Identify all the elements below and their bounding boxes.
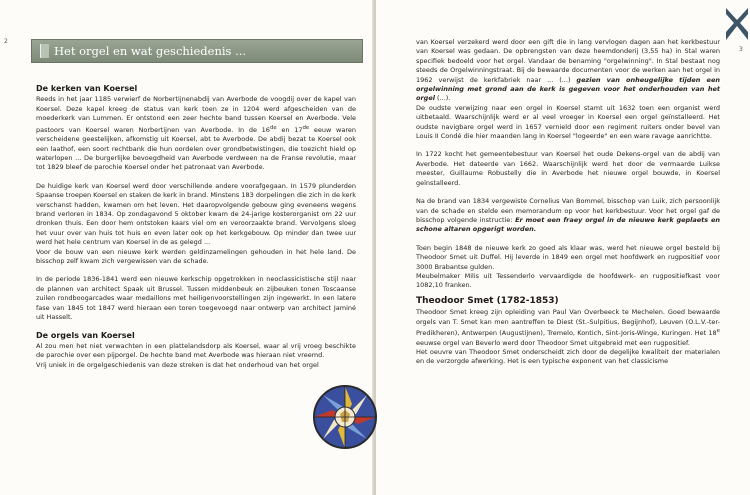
paragraph-kerken-2: De huidige kerk van Koersel werd door verschillende andere voorafgegaan. In 1579 plunderden Spaanse troepen Koersel en staken de kerk in brand. Minstens 183 dorpelingen die zich in de kerk verschanst hadden, kwamen om het leven. Het daaropvolgende gebouw ging eveneens wegens brand verloren in 1834. Op zondagavond 5 oktober kwam de 24-jarige kosterorganist om 22 uur dronken thuis. Een door hem ontstoken kaars viel om en veroorzaakte brand. Vervolgens sloeg het vuur over van huis tot huis en even later ook op het kerkgebouw. Op minder dan twee uur werd het hele centrum van Koersel in de as gelegd ... — [36, 181, 356, 247]
paragraph-kerken-4: In de periode 1836-1841 werd een nieuwe kerkschip opgetrokken in neoclassicistische stijl naar de plannen van architect Spaak uit Brussel. Tussen middenbeuk en zijbeuken tonen Toscaanse zuilen rondboogarcades waar medaillons met heiligenvoorstellingen zijn ingewerkt. In een latere fase van 1845 tot 1847 werd hieraan een toren toegevoegd naar ontwerp van architect Jaminé uit Hasselt. — [36, 275, 356, 322]
paragraph-orgels-1: Al zou men het niet verwachten in een plattelandsdorp als Koersel, waar al vrij vroeg beschikte de parochie over een pijporgel. De hechte band met Averbode was hieraan niet vreemd. — [36, 341, 356, 360]
paragraph-meubelmaker: Meubelmaker Milis uit Tessenderlo vervaardigde de hoofdwerk- en rugpositiefkast voor 1082,10 franken. — [416, 271, 720, 290]
heading-theodoor-smet: Theodoor Smet (1782-1853) — [416, 295, 559, 306]
left-column — [36, 84, 356, 370]
organ-logo-icon — [726, 6, 748, 42]
stained-glass-window-icon — [312, 384, 378, 450]
paragraph-oudste-orgel: De oudste verwijzing naar een orgel in Koersel stamt uit 1632 toen een organist werd uitbetaald. Waarschijnlijk werd er al veel vroeger in Koersel een orgel geïnstalleerd. Het oudste navigbare orgel werd in 1657 vernield door een regiment ruiters onder bevel van Louis II Condé die hier maanden lang in Koersel "logeerde" en een ware ravage aanrichtte. — [416, 103, 720, 141]
paragraph-smet-1: Theodoor Smet kreeg zijn opleiding van Paul Van Overbeeck te Mechelen. Goed bewaarde orgels van T. Smet kan men aantreffen te Diest (St.-Sulpitius, Begijnhof), Leuven (O.L.V.-ter-Predikheren), Antwerpen (Augustijnen), Tremelo, Kontich, Sint-Joris-Winge, Kuringen. Het 18e eeuwse orgel van Beverlo werd door Theodoor Smet uitgebreid met een rugpositief. — [416, 308, 720, 347]
section-banner — [32, 40, 362, 62]
paragraph-orgelwinning: van Koersel verzekerd werd door een gift die in lang vervlogen dagen aan het kerkbestuur van Koersel was gedaan. De opbrengsten van deze heemdonderij (3,55 ha) in Stal waren specifiek bedoeld voor het orgel. Vandaar de benaming "orgelwinning". In Stal bestaat nog steeds de Orgelwinningstraat. Bij de bewaarde documenten voor de werken aan het orgel in 1962 verwijst de kerkfabriek naar ... (...) gezien van onheugelijke tijden een orgelwinning met grond aan de kerk is gegeven voor het onderhouden van het orgel (...). — [416, 38, 720, 103]
right-column — [416, 38, 720, 367]
paragraph-smet-2: Het oeuvre van Theodoor Smet onderscheidt zich door de degelijke kwaliteit der materialen en de verzorgde afwerking. Het is een typische exponent van het classicisme — [416, 347, 720, 366]
paragraph-orgels-2: Vrij uniek in de orgelgeschiedenis van deze streken is dat het onderhoud van het orgel — [36, 360, 319, 369]
banner-mark-icon — [40, 44, 49, 58]
paragraph-nieuwe-orgel: Toen begin 1848 de nieuwe kerk zo goed als klaar was, werd het nieuwe orgel besteld bij Theodoor Smet uit Duffel. Hij leverde in 1849 een orgel met hoofdwerk en rugpositief voor 3000 Brabantse gulden. — [416, 243, 720, 271]
heading-orgels: De orgels van Koersel — [36, 330, 135, 340]
paragraph-brand-1834: Na de brand van 1834 vergewiste Cornelius Van Bommel, bisschop van Luik, zich persoonlijk van de schade en stelde een memorandum op voor het kerkbestuur. Voor het orgel gaf de bisschop volgende instructie: Er moet een fraey orgel in de nieuwe kerk geplaets en schone altaren opgerigt worden. — [416, 197, 720, 234]
heading-kerken: De kerken van Koersel — [36, 84, 138, 93]
banner-title: Het orgel en wat geschiedenis ... — [54, 44, 247, 58]
paragraph-kerken-1: Reeds in het jaar 1185 verwierf de Norbertijnenabdij van Averbode de voogdij over de kapel van Koersel. Deze kapel kreeg de status van kerk toen ze in 1204 werd afgescheiden van de moederkerk van Lummen. Er ontstond een zeer hechte band tussen Koersel en Averbode. Vele pastoors van Koersel waren Norbertijnen van Averbode. In de 16de en 17de eeuw waren verscheidene geestelijken, afkomstig uit Koersel, abt te Averbode. De abdij bezat te Koersel ook een laathof, een soort rechtbank die hun oordelen over grondbetwistingen, die toezicht hield op waterlopen ... De burgerlijke bevoegdheid van Averbode verdween na de Franse revolutie, maar tot 1829 bleef de parochie Koersel onder het patronaat van Averbode. — [36, 95, 356, 172]
paragraph-dekens-orgel: In 1722 kocht het gemeentebestuur van Koersel het oude Dekens-orgel van de abdij van Averbode. Het dateerde van 1662. Waarschijnlijk werd het door de vermaarde Luikse meester, Guillaume Robustelly die in Averbode het nieuwe orgel bouwde, in Koersel geïnstalleerd. — [416, 150, 720, 187]
paragraph-kerken-3: Voor de bouw van een nieuwe kerk werden geldinzamelingen gehouden in het hele land. De bisschop zelf kwam zich vergewissen van de schade. — [36, 247, 356, 266]
right-page-number: 3 — [739, 46, 743, 53]
left-page-number: 2 — [4, 38, 8, 45]
